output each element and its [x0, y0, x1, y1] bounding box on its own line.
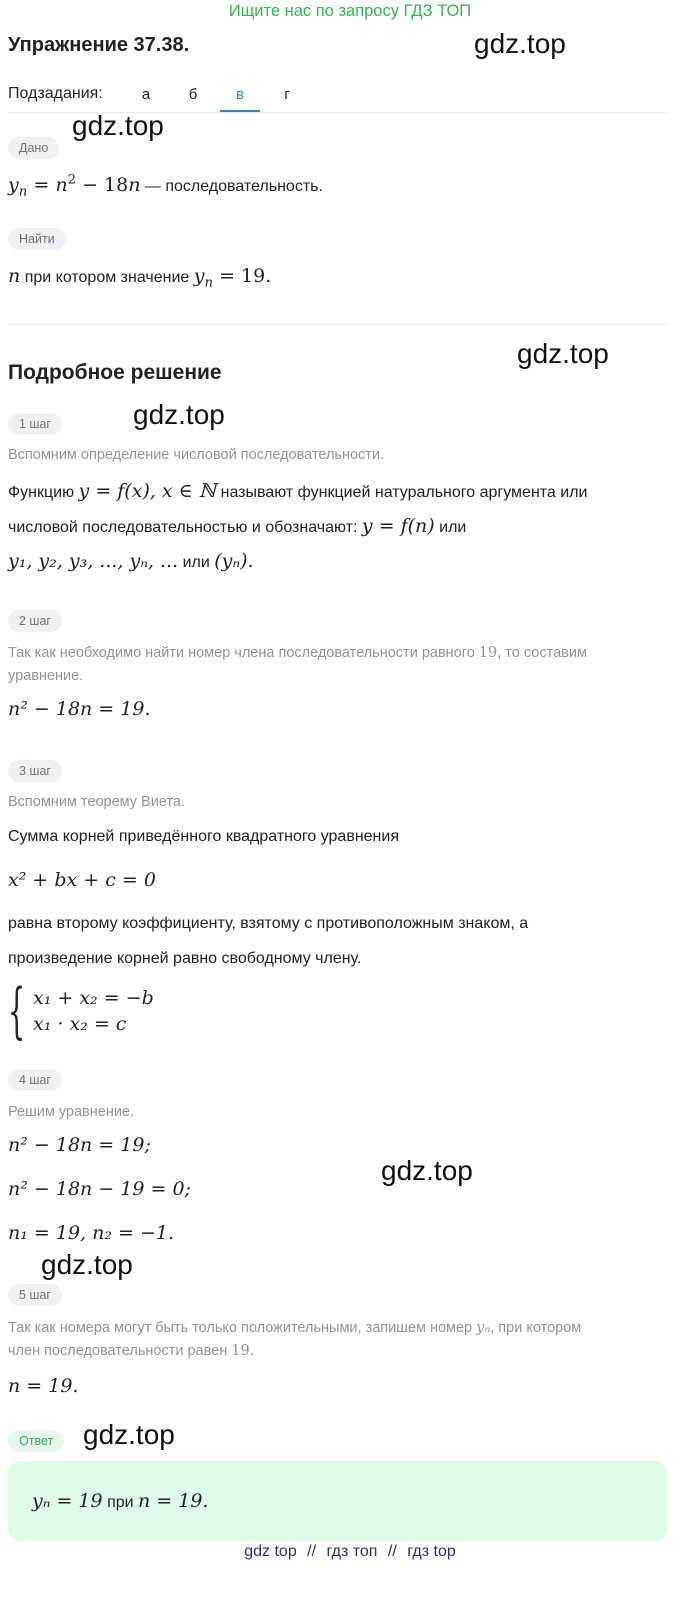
- footer-links: [0, 1543, 700, 1561]
- watermark: gdz.top: [83, 1419, 175, 1450]
- divider: [8, 324, 667, 325]
- step-2-hint: Так как необходимо найти номер члена последовательности равного 19, то составим уравнение.: [8, 645, 587, 684]
- step-4-badge: 4 шаг: [8, 1069, 62, 1091]
- answer-text: yₙ = 19 при n = 19.: [32, 1490, 209, 1512]
- watermark: gdz.top: [517, 338, 609, 369]
- step-3-badge: 3 шаг: [8, 760, 62, 782]
- step-3-line-3: произведение корней равно свободному члену.: [8, 950, 362, 967]
- step-4-equation-3: n₁ = 19, n₂ = −1.: [8, 1222, 175, 1244]
- step-3-equation: x² + bx + c = 0: [8, 869, 156, 891]
- step-2-badge: 2 шаг: [8, 610, 62, 632]
- tab-b[interactable]: б: [188, 86, 198, 103]
- step-5-badge: 5 шаг: [8, 1284, 62, 1306]
- footer-separator: //: [387, 1543, 397, 1560]
- tab-a[interactable]: а: [141, 86, 151, 103]
- step-2-equation: n² − 18n = 19.: [8, 698, 151, 720]
- step-3-line-2: равна второму коэффициенту, взятому с противоположным знаком, а: [8, 915, 529, 932]
- watermark: gdz.top: [474, 28, 566, 59]
- step-5-hint: Так как номера могут быть только положительными, запишем номер yₙ, при котором член последовательности равен 19.: [8, 1320, 582, 1359]
- watermark: gdz.top: [381, 1155, 473, 1186]
- solution-heading: Подробное решение: [8, 361, 222, 384]
- step-1-line-3: y₁, y₂, y₃, ..., yₙ, ... или (yₙ).: [8, 550, 254, 572]
- vieta-system-line-2: x₁ · x₂ = c: [33, 1013, 127, 1035]
- step-1-line-2: числовой последовательностью и обозначают: y = f(n) или: [8, 515, 467, 537]
- step-4-equation-1: n² − 18n = 19;: [8, 1134, 151, 1156]
- footer-link-gdz-top[interactable]: gdz top: [244, 1543, 297, 1560]
- footer-link-gdz-top-mixed[interactable]: гдз top: [407, 1543, 456, 1560]
- step-3-line-1: Сумма корней приведённого квадратного уравнения: [8, 828, 399, 845]
- step-1-hint: Вспомним определение числовой последовательности.: [8, 447, 385, 463]
- search-banner: Ищите нас по запросу ГДЗ ТОП: [228, 2, 472, 20]
- step-1-badge: 1 шаг: [8, 413, 62, 435]
- step-4-hint: Решим уравнение.: [8, 1104, 135, 1120]
- find-badge: Найти: [8, 228, 66, 250]
- tab-v[interactable]: в: [220, 86, 260, 103]
- footer-link-gdz-top-ru[interactable]: гдз топ: [326, 1543, 378, 1560]
- vieta-system-line-1: x₁ + x₂ = −b: [33, 987, 154, 1009]
- subtask-tabs: [8, 84, 667, 113]
- watermark: gdz.top: [72, 110, 164, 141]
- page-title: Упражнение 37.38.: [8, 34, 190, 56]
- step-3-hint: Вспомним теорему Виета.: [8, 794, 185, 810]
- footer-separator: //: [307, 1543, 317, 1560]
- watermark: gdz.top: [41, 1249, 133, 1280]
- given-statement: $y_n = n^2 - 18n$ — последовательность.: [8, 172, 323, 200]
- system-brace: {: [8, 976, 26, 1046]
- step-1-line-1: Функцию y = f(x), x ∈ ℕ называют функцией натурального аргумента или: [8, 480, 588, 502]
- find-statement: n при котором значение $y_n = 19$.: [8, 265, 272, 291]
- subtasks-label: Подзадания:: [8, 85, 103, 102]
- step-5-equation: n = 19.: [8, 1375, 79, 1397]
- watermark: gdz.top: [133, 399, 225, 430]
- step-4-equation-2: n² − 18n − 19 = 0;: [8, 1178, 191, 1200]
- answer-badge: Ответ: [8, 1430, 64, 1452]
- tab-g[interactable]: г: [284, 86, 290, 103]
- given-badge: Дано: [8, 137, 59, 159]
